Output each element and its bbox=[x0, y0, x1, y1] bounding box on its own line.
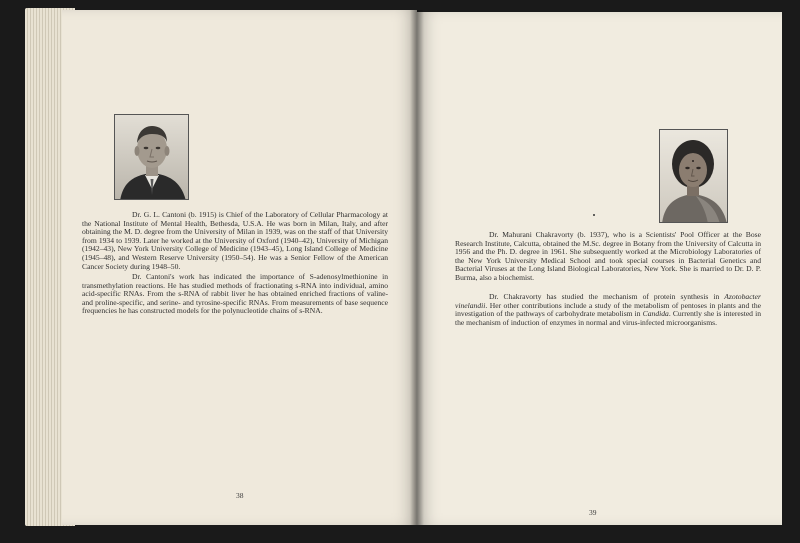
book-gutter bbox=[410, 10, 424, 525]
page-number-right: 39 bbox=[589, 508, 597, 517]
research-paragraph-chakravorty bbox=[455, 293, 761, 327]
printing-speck bbox=[593, 214, 595, 216]
biography-paragraph-cantoni: Dr. G. L. Cantoni (b. 1915) is Chief of the Laboratory of Cellular Pharmacology at the National Institute of Mental Health, Bethesda, U.S.A. He was born in Milan, Italy, and after obtaining the M. D. degree from the University of Milan in 1939, was on the staff of that University from 1934 to 1939. Later he worked at the University of Oxford (1940–42), University of Michigan (1942–43), New York University College of Medicine (1943–45), Long Island College of Medicine (1945–48), and Western Reserve University (1950–54). He was a Senior Fellow of the American Cancer Society during 1948–50. bbox=[82, 210, 388, 271]
research-text-part-1: Dr. Chakravorty has studied the mechanism of protein synthesis in bbox=[489, 292, 725, 301]
portrait-photo-cantoni bbox=[114, 114, 189, 200]
research-text-part-3: . Currently she is interested in the mechanism of induction of enzymes in normal and virus-infected microorganisms. bbox=[455, 309, 761, 327]
species-name-azotobacter: Azotobacter vinelandii bbox=[455, 292, 761, 310]
research-text-part-2: . Her other contributions include a study of the metabolism of pentoses in plants and the investigation of the pathways of carbohydrate metabolism in bbox=[455, 300, 761, 319]
research-paragraph-cantoni: Dr. Cantoni's work has indicated the importance of S-adenosylmethionine in transmethylation reactions. He has studied methods of fractionating s-RNA into individual, amino acid-specific RNAs. From the s-RNA of rabbit liver he has obtained enriched fractions of valine- and proline-specific, and serine- and tyrosine-specific RNAs. From measurements of base sequence frequencies he has constructed models for the polynucleotide chains of s-RNA. bbox=[82, 272, 388, 316]
genus-name-candida: Candida bbox=[642, 309, 669, 319]
biography-paragraph-chakravorty: Dr. Mahurani Chakravorty (b. 1937), who is a Scientists' Pool Officer at the Bose Research Institute, Calcutta, obtained the M.Sc. degree in Botany from the University of Calcutta in 1956 and the Ph. D. degree in 1961. She subsequently worked at the Microbiology Laboratories of the New York University Medical School and took special courses in Bacterial Genetics and Bacterial Viruses at the Long Island Biological Laboratories, New York. She is married to Dr. D. P. Burma, also a biochemist. bbox=[455, 230, 761, 282]
portrait-photo-chakravorty bbox=[659, 129, 728, 223]
page-number-left: 38 bbox=[236, 491, 244, 500]
